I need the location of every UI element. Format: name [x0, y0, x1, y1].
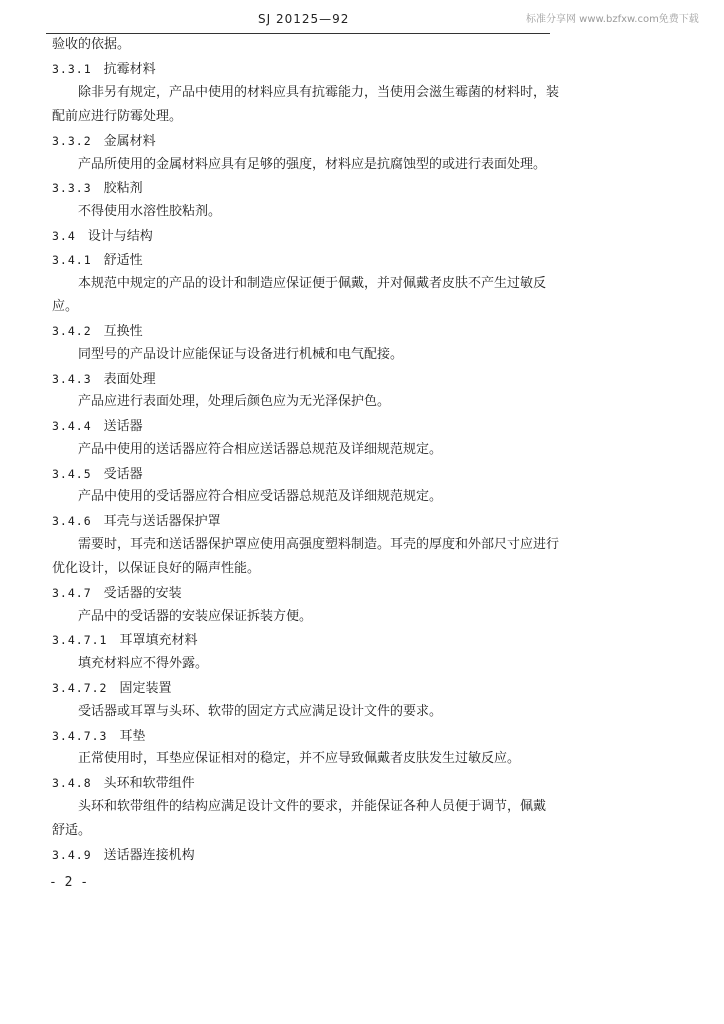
- body-text-line: 产品中使用的送话器应符合相应送话器总规范及详细规范规定。: [78, 442, 443, 457]
- body-text-line: 优化设计，以保证良好的隔声性能。: [52, 561, 261, 576]
- section-number: 3.4.8: [52, 776, 92, 790]
- body-text-line: 正常使用时，耳垫应保证相对的稳定，并不应导致佩戴者皮肤发生过敏反应。: [78, 751, 521, 766]
- section-number: 3.3.2: [52, 134, 92, 148]
- section-number: 3.4.9: [52, 848, 92, 862]
- document-code: SJ 20125—92: [258, 12, 350, 26]
- section-heading: [52, 584, 182, 603]
- body-text-line: 同型号的产品设计应能保证与设备进行机械和电气配接。: [78, 347, 404, 362]
- section-heading: [52, 679, 171, 698]
- section-number: 3.4.5: [52, 467, 92, 481]
- section-heading: [52, 512, 221, 531]
- section-title: 抗霉材料: [103, 62, 156, 77]
- section-number: 3.4.6: [52, 514, 92, 528]
- section-number: 3.4: [52, 229, 76, 243]
- section-title: 舒适性: [103, 253, 143, 268]
- body-text-line: 产品中的受话器的安装应保证拆装方便。: [78, 609, 313, 624]
- section-heading: [52, 60, 156, 79]
- section-heading: [52, 774, 195, 793]
- section-title: 互换性: [103, 324, 143, 339]
- body-text-line: 应。: [52, 299, 79, 314]
- section-number: 3.4.7.2: [52, 681, 108, 695]
- section-heading: [52, 727, 145, 746]
- section-title: 受话器的安装: [103, 586, 182, 601]
- page-number: - 2 -: [49, 875, 89, 890]
- body-text-line: 填充材料应不得外露。: [78, 656, 209, 671]
- body-text-line: 产品应进行表面处理，处理后颜色应为无光泽保护色。: [78, 394, 391, 409]
- body-text-line: 产品所使用的金属材料应具有足够的强度，材料应是抗腐蚀型的或进行表面处理。: [78, 157, 547, 172]
- section-heading: [52, 846, 195, 865]
- section-number: 3.4.2: [52, 324, 92, 338]
- body-text-line: 验收的依据。: [52, 37, 131, 52]
- body-text-line: 除非另有规定，产品中使用的材料应具有抗霉能力，当使用会滋生霉菌的材料时，装: [78, 85, 560, 100]
- section-title: 耳垫: [119, 729, 146, 744]
- section-number: 3.4.3: [52, 372, 92, 386]
- section-heading: [52, 465, 143, 484]
- section-title: 受话器: [103, 467, 143, 482]
- body-text-line: 头环和软带组件的结构应满足设计文件的要求，并能保证各种人员便于调节，佩戴: [78, 799, 547, 814]
- section-title: 耳壳与送话器保护罩: [103, 514, 221, 529]
- watermark-text: 标准分享网 www.bzfxw.com免费下载: [526, 14, 699, 25]
- section-heading: [52, 631, 197, 650]
- section-heading: [52, 179, 143, 198]
- section-heading: [52, 132, 156, 151]
- section-number: 3.3.3: [52, 181, 92, 195]
- section-number: 3.4.4: [52, 419, 92, 433]
- section-heading: [52, 227, 153, 246]
- section-title: 耳罩填充材料: [119, 633, 198, 648]
- section-heading: [52, 370, 156, 389]
- section-number: 3.3.1: [52, 62, 92, 76]
- section-title: 胶粘剂: [103, 181, 143, 196]
- section-title: 固定装置: [119, 681, 172, 696]
- body-text-line: 配前应进行防霉处理。: [52, 109, 183, 124]
- section-title: 设计与结构: [87, 229, 153, 244]
- section-number: 3.4.7.3: [52, 729, 108, 743]
- section-heading: [52, 322, 143, 341]
- section-title: 金属材料: [103, 134, 156, 149]
- section-title: 送话器连接机构: [103, 848, 195, 863]
- section-number: 3.4.1: [52, 253, 92, 267]
- section-number: 3.4.7.1: [52, 633, 108, 647]
- section-number: 3.4.7: [52, 586, 92, 600]
- section-heading: [52, 417, 143, 436]
- body-text-line: 不得使用水溶性胶粘剂。: [78, 204, 222, 219]
- body-text-line: 本规范中规定的产品的设计和制造应保证便于佩戴，并对佩戴者皮肤不产生过敏反: [78, 276, 547, 291]
- body-text-line: 舒适。: [52, 823, 92, 838]
- body-text-line: 受话器或耳罩与头环、软带的固定方式应满足设计文件的要求。: [78, 704, 443, 719]
- section-title: 表面处理: [103, 372, 156, 387]
- section-title: 送话器: [103, 419, 143, 434]
- section-heading: [52, 251, 143, 270]
- header-rule: [46, 33, 550, 34]
- body-text-line: 产品中使用的受话器应符合相应受话器总规范及详细规范规定。: [78, 489, 443, 504]
- section-title: 头环和软带组件: [103, 776, 195, 791]
- body-text-line: 需要时，耳壳和送话器保护罩应使用高强度塑料制造。耳壳的厚度和外部尺寸应进行: [78, 537, 560, 552]
